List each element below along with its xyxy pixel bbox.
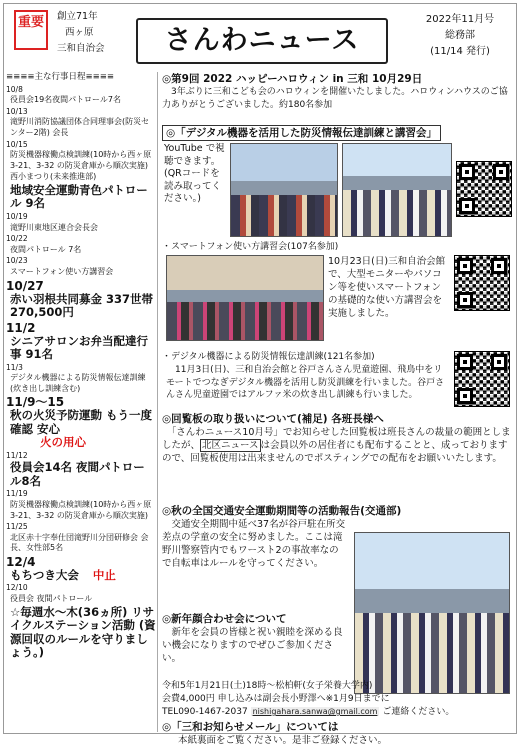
department: 総務部 <box>445 30 475 41</box>
schedule-date: 11/3 <box>6 362 23 372</box>
important-badge: 重要 <box>14 10 48 50</box>
schedule-date: 12/4 <box>6 554 36 569</box>
newsletter-page <box>3 3 517 746</box>
traffic-body: 交通安全期間中延べ37名が谷戸駐在所交差点の学童の安全に努めました。ここは滝野川警察管内でもワースト2の事故率なので自転車はルールを守ってください。 <box>162 519 346 569</box>
schedule-text-main: 赤い羽根共同募金 337世帯 270,500円 <box>10 291 154 319</box>
schedule-text-main: スマートフォン使い方講習会 <box>10 266 114 276</box>
schedule-text-main: デジタル機器による防災情報伝達訓練(炊き出し訓練含む) <box>10 373 146 393</box>
schedule-item <box>6 451 156 489</box>
schedule-text <box>6 293 156 320</box>
schedule-text <box>6 461 156 488</box>
schedule-text <box>6 223 156 234</box>
schedule-item <box>6 172 156 183</box>
schedule-text-main: 滝野川東地区連合会長会 <box>10 222 98 232</box>
schedule-item <box>6 140 156 172</box>
schedule-date: 11/2 <box>6 320 36 335</box>
schedule-date: 11/9～15 <box>6 395 65 410</box>
schedule-text-main: 西小まつり(未来推進部) <box>10 172 97 182</box>
contact-tail: ご連絡ください。 <box>382 707 455 717</box>
schedule-date: 10/23 <box>6 256 28 266</box>
board-article <box>162 412 514 465</box>
founded-line: 創立71年 <box>57 11 98 22</box>
schedule-item <box>6 212 156 233</box>
schedule-text <box>6 150 156 171</box>
articles-column <box>162 72 514 746</box>
schedule-text-main: 役員会14名 夜間パトロール8名 <box>10 460 145 488</box>
schedule-item <box>6 234 156 255</box>
kita-news-highlight: 北区ニュース <box>202 440 259 451</box>
traffic-title: ◎秋の全国交通安全運動期間等の活動報告(交通部) <box>162 505 402 517</box>
schedule-text <box>6 245 156 256</box>
schedule-list <box>6 85 156 660</box>
schedule-text-main: 夜間パトロール 7名 <box>10 244 82 254</box>
schedule-date: 11/25 <box>6 522 28 532</box>
schedule-text <box>6 184 156 211</box>
schedule-column <box>6 72 156 732</box>
halloween-photo-2 <box>342 143 452 237</box>
header <box>4 4 518 68</box>
schedule-date: 12/10 <box>6 583 28 593</box>
issue-info <box>410 12 510 60</box>
schedule-text-main: 秋の火災予防運動 もう一度 確認 安心 <box>10 408 153 436</box>
halloween-title: ◎第9回 2022 ハッピーハロウィン in 三和 10月29日 <box>162 73 423 85</box>
schedule-text <box>6 117 156 138</box>
schedule-text-main: 滝野川消防協議団体合同理事会(防災センター2階) 会長 <box>10 117 150 137</box>
schedule-item <box>6 522 156 554</box>
schedule-item <box>6 184 156 211</box>
schedule-date: 10/22 <box>6 234 28 244</box>
contact-tel: TEL090-1467-2037 <box>162 707 248 717</box>
schedule-text-main: もちつき大会 <box>10 567 79 582</box>
digital-title: ◎「デジタル機器を活用した防災情報伝達訓練と講習会」 <box>162 125 441 141</box>
schedule-date: 10/15 <box>6 139 28 149</box>
smartphone-body: 10月23日(日)三和自治会館で、大型モニターやパソコン等を使いスマートフォンの基礎的な使い方講習会を実施しました。 <box>328 256 446 319</box>
schedule-item <box>6 321 156 362</box>
schedule-item <box>6 279 156 320</box>
youtube-qr-code[interactable] <box>456 161 512 217</box>
schedule-text <box>6 172 156 183</box>
schedule-text <box>6 606 156 660</box>
cancelled-label: 中止 <box>92 567 116 582</box>
schedule-date: 10/19 <box>6 211 28 221</box>
digital-article <box>162 125 514 415</box>
association-name: 三和自治会 <box>57 43 105 54</box>
schedule-text <box>6 95 156 106</box>
contact-email-link[interactable]: nishigahara.sanwa@gmail.com <box>252 707 378 716</box>
mail-body: 本紙裏面をご覧ください。是非ご登録ください。 <box>178 735 388 746</box>
schedule-item <box>6 107 156 139</box>
schedule-item <box>6 555 156 583</box>
schedule-text <box>6 373 156 394</box>
schedule-item <box>6 256 156 277</box>
schedule-date: 11/12 <box>6 450 28 460</box>
newyear-body: 新年を会員の皆様と祝い親睦を深める良い機会になりますのでぜひご参加ください。 <box>162 627 343 664</box>
schedule-text <box>6 500 156 521</box>
schedule-item <box>6 489 156 521</box>
schedule-heading: ≡≡≡≡主な行事日程≡≡≡≡ <box>6 72 114 82</box>
newsletter-title: さんわニュース <box>136 18 388 64</box>
schedule-text-main: 役員会 夜間パトロール <box>10 594 93 604</box>
schedule-date: 10/27 <box>6 278 44 293</box>
schedule-text-main: 役員会19名夜間パトロール7名 <box>10 95 121 105</box>
schedule-text <box>6 335 156 362</box>
schedule-text-main: 北区赤十字奉仕団滝野川分団研修会 会長、女性部5名 <box>10 532 149 553</box>
fire-caution-label: 火の用心 <box>40 435 86 450</box>
schedule-text <box>6 594 156 605</box>
traffic-safety-photo <box>354 532 510 694</box>
mail-title: ◎「三和お知らせメール」については <box>162 721 339 733</box>
schedule-text-main: 地域安全運動青色パトロール 9名 <box>10 182 148 211</box>
newyear-details: 令和5年1月21日(土)18時～松柏軒(女子栄養大学内) <box>162 681 373 691</box>
schedule-text-main: ☆毎週水～木(36ヵ所) リサイクルステーション活動 (資源回収のルールを守りましょう。) <box>10 604 156 660</box>
column-divider <box>157 72 158 732</box>
smartphone-title: ・スマートフォン使い方講習会(107名参加) <box>162 242 339 252</box>
smartphone-qr-code[interactable] <box>454 255 510 311</box>
youtube-note: YouTube で視聴できます。(QRコードを読み取ってください。) <box>164 143 225 204</box>
newyear-fee: 会費4,000円 申し込みは副会長小野澤へ※1月9日までに <box>162 694 390 704</box>
issue-date: (11/14 発行) <box>430 46 490 57</box>
schedule-text <box>6 533 156 554</box>
schedule-text <box>6 569 156 583</box>
drill-qr-code[interactable] <box>454 351 510 407</box>
schedule-date: 10/8 <box>6 84 23 94</box>
issue-month: 2022年11月号 <box>425 14 495 25</box>
schedule-item <box>6 85 156 106</box>
schedule-item <box>6 363 156 395</box>
schedule-text-main: シニアサロンお弁当配達行事 91名 <box>10 333 148 361</box>
schedule-item <box>6 583 156 604</box>
schedule-date: 11/19 <box>6 489 28 499</box>
drill-title: ・デジタル機器による防災情報伝達訓練(121名参加) <box>162 352 375 362</box>
schedule-item <box>6 395 156 450</box>
drill-body: 11月3日(日)、三和自治会館と谷戸さんさん児童遊園、飛鳥中をリモートでつなぎデジタル機器を活用し防災訓練を行いました。谷戸さんさん児童遊園ではアルファ米の炊き出し訓練も行いました。 <box>166 365 445 400</box>
halloween-photo-1 <box>230 143 338 237</box>
board-body: 「さんわニュース10月号」でお知らせした回覧板は班長さんの裁量の範囲としましたが、 北区ニュース は会員以外の居住者にも配布することと、成っておりますので、回覧板使用は出来ませんのでポスティングでの配布をお願いいたします。 <box>162 427 511 464</box>
newyear-title: ◎新年顔合わせ会について <box>162 613 287 625</box>
newyear-contact <box>162 706 454 719</box>
schedule-text-main: 防災機器稼働点検訓練(10時から西ヶ原 3-21、3-32 の防災倉庫から順次実施) <box>10 499 152 520</box>
schedule-text-main: 防災機器稼働点検訓練(10時から西ヶ原 3-21、3-32 の防災倉庫から順次実施) <box>10 150 152 170</box>
traffic-article <box>162 504 514 746</box>
schedule-date: 10/13 <box>6 106 28 116</box>
halloween-body: 3年ぶりに三和こども会のハロウィンを開催いたしました。ハロウィンハウスのご協力ありがとうございました。約180名参加 <box>162 87 508 110</box>
association-info <box>57 9 105 57</box>
schedule-text <box>6 267 156 278</box>
smartphone-class-photo <box>166 255 324 341</box>
board-title: ◎回覧板の取り扱いについて(補足) 各班長様へ <box>162 413 384 425</box>
halloween-article <box>162 72 514 111</box>
area-line: 西ヶ原 <box>65 27 94 38</box>
schedule-item <box>6 606 156 660</box>
schedule-text <box>6 409 156 450</box>
